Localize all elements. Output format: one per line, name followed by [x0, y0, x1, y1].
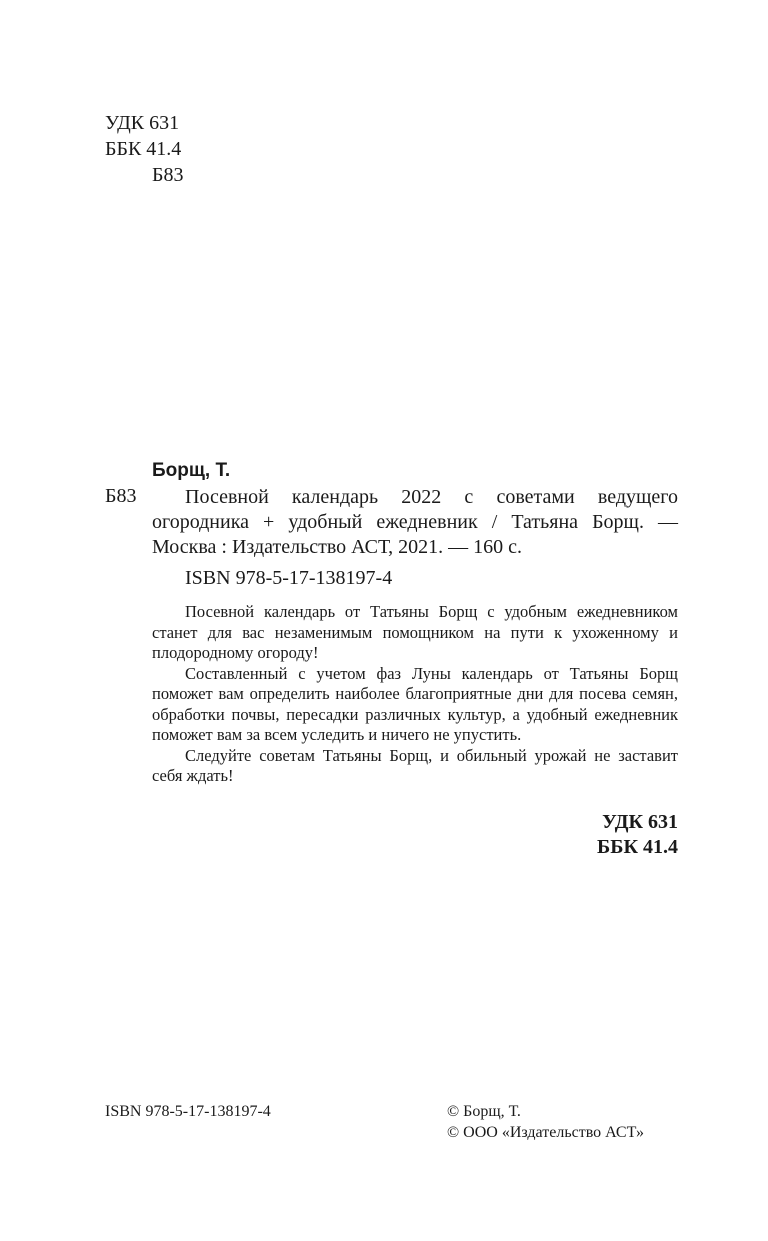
- author-sign-top: Б83: [152, 164, 184, 186]
- copyright-publisher: © ООО «Издательство АСТ»: [447, 1124, 644, 1141]
- bbk-code-bottom: ББК 41.4: [597, 836, 678, 858]
- bbk-code-top: ББК 41.4: [105, 138, 182, 160]
- entry-description: Посевной календарь 2022 с советами ведущего огородника + удобный ежедневник / Татьяна Борщ. — Москва : Издательство АСТ, 2021. — 160 с.: [152, 486, 678, 558]
- annotation-paragraph-2: Составленный с учетом фаз Луны календарь от Татьяны Борщ поможет вам определить наиболее благоприятные дни для посева семян, обработки почвы, пересадки различных культур, а удобный ежедневник поможет вам за всем уследить и ничего не упустить.: [152, 663, 678, 744]
- entry-author-sign: Б83: [105, 485, 137, 507]
- annotation: [152, 602, 678, 787]
- udk-code-top: УДК 631: [105, 112, 180, 134]
- annotation-paragraph-1: Посевной календарь от Татьяны Борщ с удобным ежедневником станет для вас незаменимым помощником на пути к ухоженному и плодородному огороду!: [152, 602, 678, 662]
- annotation-paragraph-3: Следуйте советам Татьяны Борщ, и обильный урожай не заставит себя ждать!: [152, 745, 678, 785]
- udk-code-bottom: УДК 631: [602, 811, 678, 833]
- entry-isbn: ISBN 978-5-17-138197-4: [185, 567, 393, 589]
- entry-author: Борщ, Т.: [152, 460, 231, 481]
- copyright-author: © Борщ, Т.: [447, 1103, 521, 1120]
- footer-isbn: ISBN 978-5-17-138197-4: [105, 1103, 271, 1120]
